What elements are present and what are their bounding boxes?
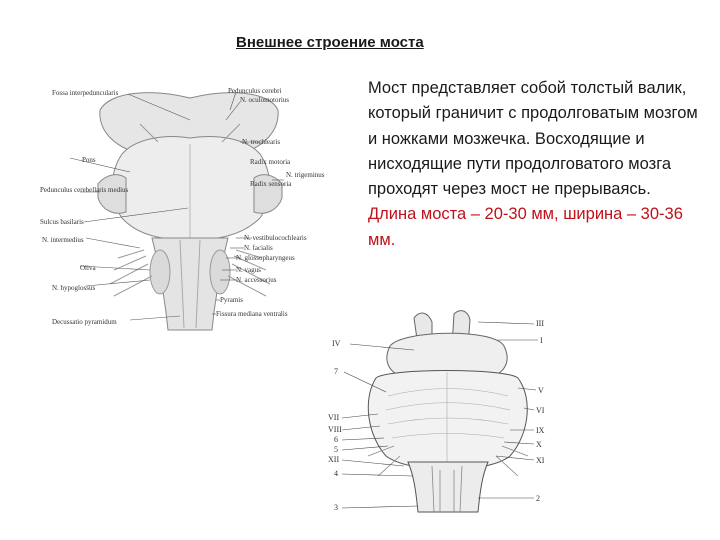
label-n-intermedius: N. intermedius [42,236,84,244]
label-2: 2 [536,494,540,503]
slide-title: Внешнее строение моста [236,34,424,51]
label-vii: VII [328,413,340,422]
label-fissura-mediana-ventralis: Fissura mediana ventralis [216,310,288,318]
label-pedunculus-cerebri: Pedunculus cerebri [228,87,282,95]
label-pedunculus-cerebellaris-medius: Pedunculus cerebellaris medius [40,186,129,194]
label-n-vagus: N. vagus [236,266,261,274]
label-iv: IV [332,339,341,348]
brainstem-ventral-figure [40,80,340,332]
label-i: I [540,336,543,345]
label-7: 7 [334,367,338,376]
label-oliva: Oliva [80,264,96,272]
label-n-vestibulocochlearis: N. vestibulocochlearis [244,234,307,242]
dimension-note: Длина моста – 20-30 мм, ширина – 30-36 мм. [368,205,683,249]
label-decussatio-pyramidum: Decussatio pyramidum [52,318,117,326]
label-n-facialis: N. facialis [244,244,273,252]
brainstem-ventral-drawing [40,80,340,332]
label-4: 4 [334,469,338,478]
label-pyramis: Pyramis [220,296,243,304]
label-v: V [538,386,544,395]
label-xi: XI [536,456,545,465]
label-iii: III [536,319,544,328]
label-n-trochlearis: N. trochlearis [242,138,281,146]
pons-numbered-figure [328,306,568,516]
label-n-hypoglossus: N. hypoglossus [52,284,96,292]
label-xii: XII [328,455,340,464]
label-n-accessorius: N. accessorius [236,276,277,284]
label-3: 3 [334,503,338,512]
label-sulcus-basilaris: Sulcus basilaris [40,218,84,226]
label-ix: IX [536,426,545,435]
label-6: 6 [334,435,338,444]
label-radix-sensoria: Radix sensoria [250,180,292,188]
label-n-trigeminus: N. trigeminus [286,171,325,179]
label-viii: VIII [328,425,342,434]
label-n-glossopharyngeus: N. glossopharyngeus [236,254,295,262]
label-5: 5 [334,445,338,454]
pons-numbered-drawing [328,306,568,516]
label-x: X [536,440,542,449]
description-text: Мост представляет собой толстый валик, который граничит с продолговатым мозгом и ножками мозжечка. Восходящие и нисходящие пути продолговатого мозга проходят через мост не прерываясь. [368,79,698,199]
label-radix-motoria: Radix motoria [250,158,291,166]
description-block [368,76,698,253]
label-vi: VI [536,406,545,415]
label-n-oculomotorius: N. oculomotorius [240,96,289,104]
label-pons: Pons [82,156,96,164]
label-fossa-interpeduncularis: Fossa interpeduncularis [52,89,119,97]
